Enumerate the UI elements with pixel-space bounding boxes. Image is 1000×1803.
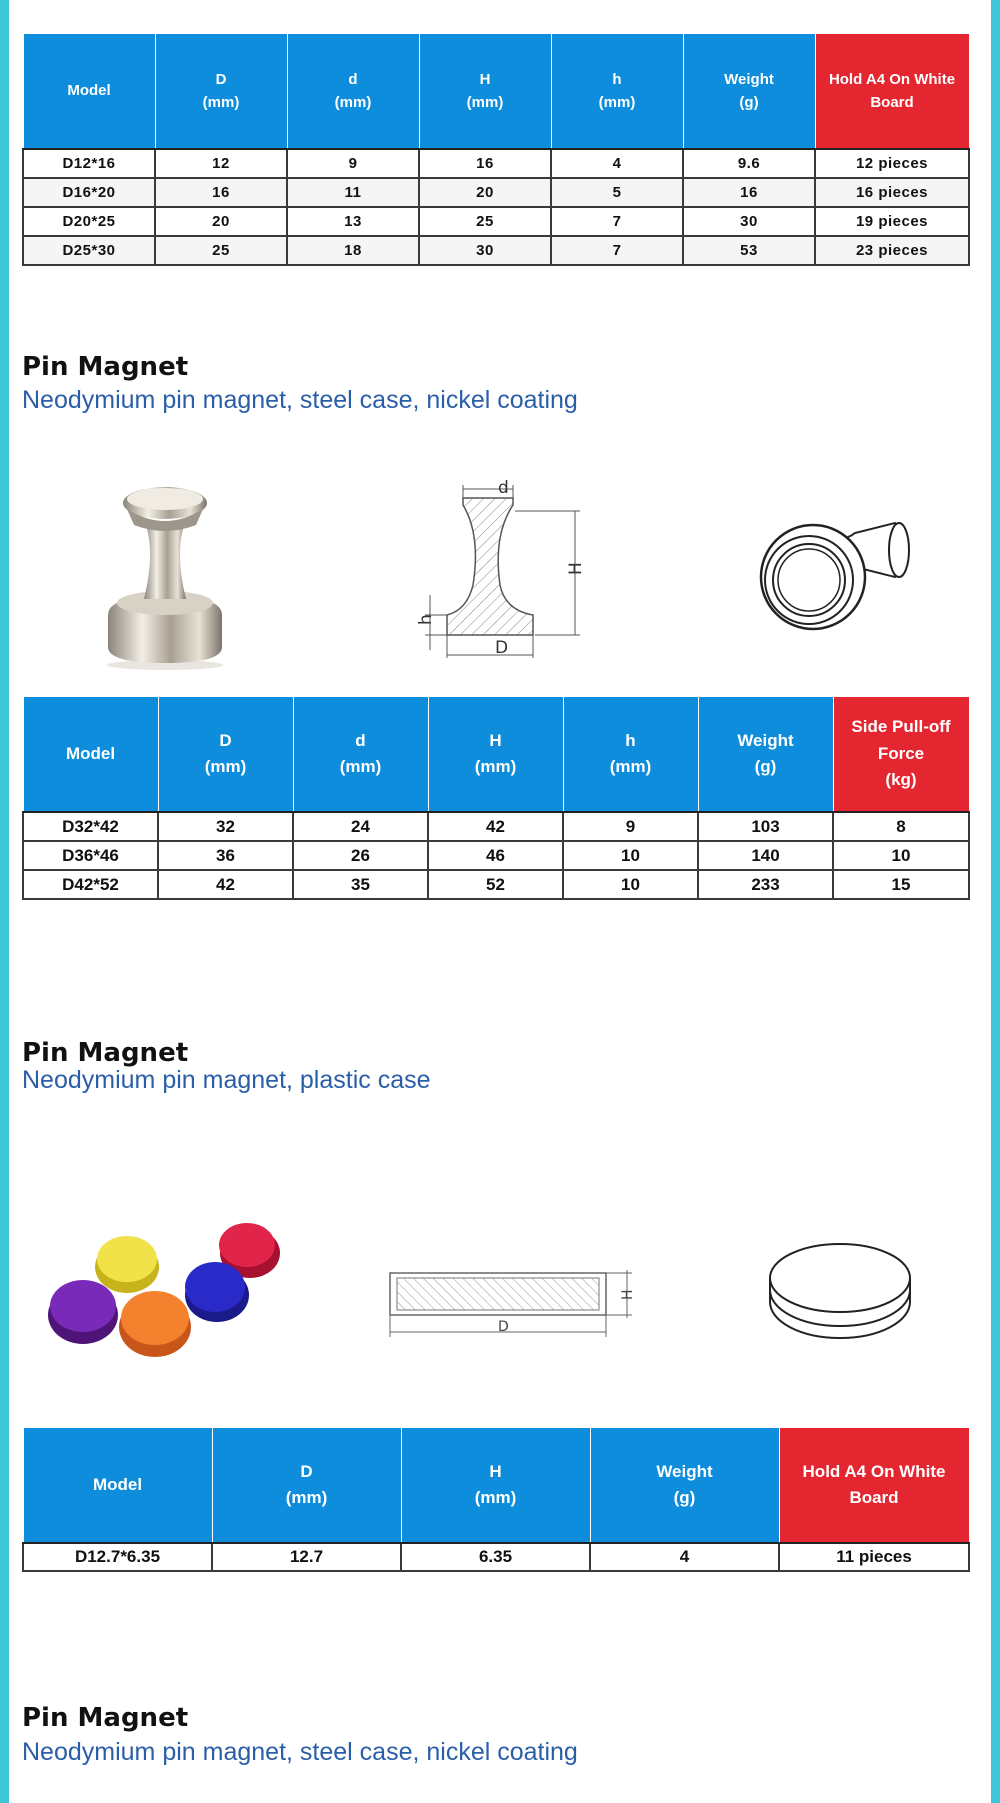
header-unit: (g) <box>754 757 777 776</box>
steel-pin-magnet-photo <box>100 475 230 670</box>
cell-hold: 19 pieces <box>815 207 969 236</box>
cell-model: D12.7*6.35 <box>23 1543 212 1571</box>
spec-table-2 <box>22 696 970 900</box>
cell-hold: 23 pieces <box>815 236 969 265</box>
table-row <box>23 207 969 236</box>
cell-weight: 53 <box>683 236 815 265</box>
header-cell-h <box>563 697 698 813</box>
dim-label-d: d <box>498 478 509 498</box>
cell-D: 32 <box>158 812 293 841</box>
header-label: Model <box>92 1474 143 1494</box>
cell-weight: 4 <box>590 1543 779 1571</box>
table-row <box>23 1543 969 1571</box>
header-label: h <box>625 730 636 750</box>
cell-H: 25 <box>419 207 551 236</box>
cell-d: 9 <box>287 149 419 178</box>
plastic-pin-magnets-photo <box>45 1215 285 1365</box>
page-border-right <box>991 0 1000 1803</box>
header-cell-hold-a4 <box>779 1428 969 1544</box>
cell-D: 12 <box>155 149 287 178</box>
header-unit: (mm) <box>204 757 247 776</box>
header-unit: (g) <box>739 94 759 111</box>
header-cell-D <box>158 697 293 813</box>
dim-label-h: h <box>416 614 436 625</box>
cell-weight: 9.6 <box>683 149 815 178</box>
header-label: D <box>215 70 227 88</box>
header-label: d <box>348 70 358 88</box>
header-cell-model <box>23 697 158 813</box>
dim-label-D: D <box>498 1319 509 1335</box>
cell-d: 35 <box>293 870 428 899</box>
header-cell-h <box>551 34 683 150</box>
cell-model: D25*30 <box>23 236 155 265</box>
cell-model: D16*20 <box>23 178 155 207</box>
cell-h: 7 <box>551 236 683 265</box>
header-unit: (mm) <box>202 94 240 111</box>
header-cell-H <box>401 1428 590 1544</box>
page-border-left <box>0 0 9 1803</box>
cell-d: 24 <box>293 812 428 841</box>
header-cell-side-pull-off <box>833 697 969 813</box>
header-label: Model <box>67 82 111 100</box>
table-row <box>23 870 969 899</box>
header-unit: (mm) <box>285 1488 328 1507</box>
table-header-row <box>23 34 969 150</box>
header-unit: (mm) <box>474 1488 517 1507</box>
cell-force: 10 <box>833 841 969 870</box>
plastic-pin-magnet-sketch <box>765 1240 915 1350</box>
cell-hold: 16 pieces <box>815 178 969 207</box>
header-cell-hold-a4 <box>815 34 969 150</box>
header-unit: (g) <box>673 1488 696 1507</box>
cell-weight: 140 <box>698 841 833 870</box>
cell-h: 7 <box>551 207 683 236</box>
cell-D: 16 <box>155 178 287 207</box>
cell-h: 10 <box>563 841 698 870</box>
header-label: Model <box>65 743 116 763</box>
cell-H: 20 <box>419 178 551 207</box>
header-unit: (mm) <box>339 757 382 776</box>
header-cell-weight <box>698 697 833 813</box>
section-subtitle: Neodymium pin magnet, steel case, nickel coating <box>22 386 578 414</box>
dim-label-H: H <box>566 562 586 575</box>
cell-D: 12.7 <box>212 1543 401 1571</box>
table-header-row <box>23 697 969 813</box>
header-cell-D <box>212 1428 401 1544</box>
header-label: H <box>489 730 502 750</box>
cell-model: D20*25 <box>23 207 155 236</box>
header-label-line2: Force <box>877 743 925 763</box>
cell-h: 4 <box>551 149 683 178</box>
dim-label-D: D <box>495 638 509 658</box>
cell-H: 42 <box>428 812 563 841</box>
header-cell-d <box>293 697 428 813</box>
header-label: D <box>219 730 232 750</box>
cell-force: 15 <box>833 870 969 899</box>
cell-H: 6.35 <box>401 1543 590 1571</box>
table-row <box>23 841 969 870</box>
cell-H: 16 <box>419 149 551 178</box>
header-cell-model <box>23 34 155 150</box>
header-label: Hold A4 On White <box>802 1461 946 1481</box>
cell-d: 13 <box>287 207 419 236</box>
header-label: D <box>300 1461 313 1481</box>
cell-H: 30 <box>419 236 551 265</box>
table-row <box>23 812 969 841</box>
orange-magnet <box>119 1291 191 1357</box>
header-unit: (kg) <box>885 770 917 790</box>
cell-model: D36*46 <box>23 841 158 870</box>
header-label: d <box>355 730 366 750</box>
section-title: Pin Magnet <box>22 1038 189 1068</box>
cell-H: 46 <box>428 841 563 870</box>
header-unit: (mm) <box>598 94 636 111</box>
header-label-line2: Board <box>849 1488 899 1507</box>
cell-d: 26 <box>293 841 428 870</box>
cell-hold: 12 pieces <box>815 149 969 178</box>
cell-H: 52 <box>428 870 563 899</box>
header-unit: (mm) <box>474 757 517 776</box>
cell-weight: 103 <box>698 812 833 841</box>
header-cell-H <box>428 697 563 813</box>
header-label: Side Pull-off <box>851 717 951 737</box>
header-label: Weight <box>737 730 794 750</box>
cell-weight: 233 <box>698 870 833 899</box>
cell-model: D32*42 <box>23 812 158 841</box>
cell-d: 18 <box>287 236 419 265</box>
header-label: H <box>479 70 491 88</box>
yellow-magnet <box>95 1236 159 1293</box>
cell-D: 42 <box>158 870 293 899</box>
cell-model: D12*16 <box>23 149 155 178</box>
header-unit: (mm) <box>609 757 652 776</box>
header-label-line2: Board <box>870 94 914 111</box>
table-row <box>23 149 969 178</box>
spec-table-3 <box>22 1427 970 1572</box>
cell-h: 5 <box>551 178 683 207</box>
cell-weight: 16 <box>683 178 815 207</box>
steel-pin-magnet-diagram <box>405 475 595 665</box>
spec-table-1 <box>22 33 970 266</box>
section-title: Pin Magnet <box>22 1703 189 1733</box>
header-label: Hold A4 On White <box>828 70 956 88</box>
steel-pin-magnet-sketch <box>755 495 915 645</box>
header-label: H <box>489 1461 502 1481</box>
section-subtitle: Neodymium pin magnet, plastic case <box>22 1066 431 1094</box>
header-cell-D <box>155 34 287 150</box>
cell-hold: 11 pieces <box>779 1543 969 1571</box>
table-row <box>23 178 969 207</box>
cell-h: 9 <box>563 812 698 841</box>
header-cell-weight <box>590 1428 779 1544</box>
section-title: Pin Magnet <box>22 352 189 382</box>
header-cell-model <box>23 1428 212 1544</box>
plastic-pin-magnet-diagram <box>380 1265 640 1345</box>
header-label: Weight <box>656 1461 713 1481</box>
cell-D: 20 <box>155 207 287 236</box>
header-unit: (mm) <box>466 94 504 111</box>
header-unit: (mm) <box>334 94 372 111</box>
cell-model: D42*52 <box>23 870 158 899</box>
section-subtitle: Neodymium pin magnet, steel case, nickel coating <box>22 1738 578 1766</box>
cell-D: 25 <box>155 236 287 265</box>
cell-D: 36 <box>158 841 293 870</box>
cell-force: 8 <box>833 812 969 841</box>
table-header-row <box>23 1428 969 1544</box>
header-label: Weight <box>724 70 774 88</box>
header-cell-d <box>287 34 419 150</box>
cell-weight: 30 <box>683 207 815 236</box>
header-cell-H <box>419 34 551 150</box>
cell-d: 11 <box>287 178 419 207</box>
header-label: h <box>612 70 622 88</box>
dim-label-H: H <box>620 1289 636 1300</box>
header-cell-weight <box>683 34 815 150</box>
cell-h: 10 <box>563 870 698 899</box>
table-row <box>23 236 969 265</box>
purple-magnet <box>48 1280 118 1344</box>
